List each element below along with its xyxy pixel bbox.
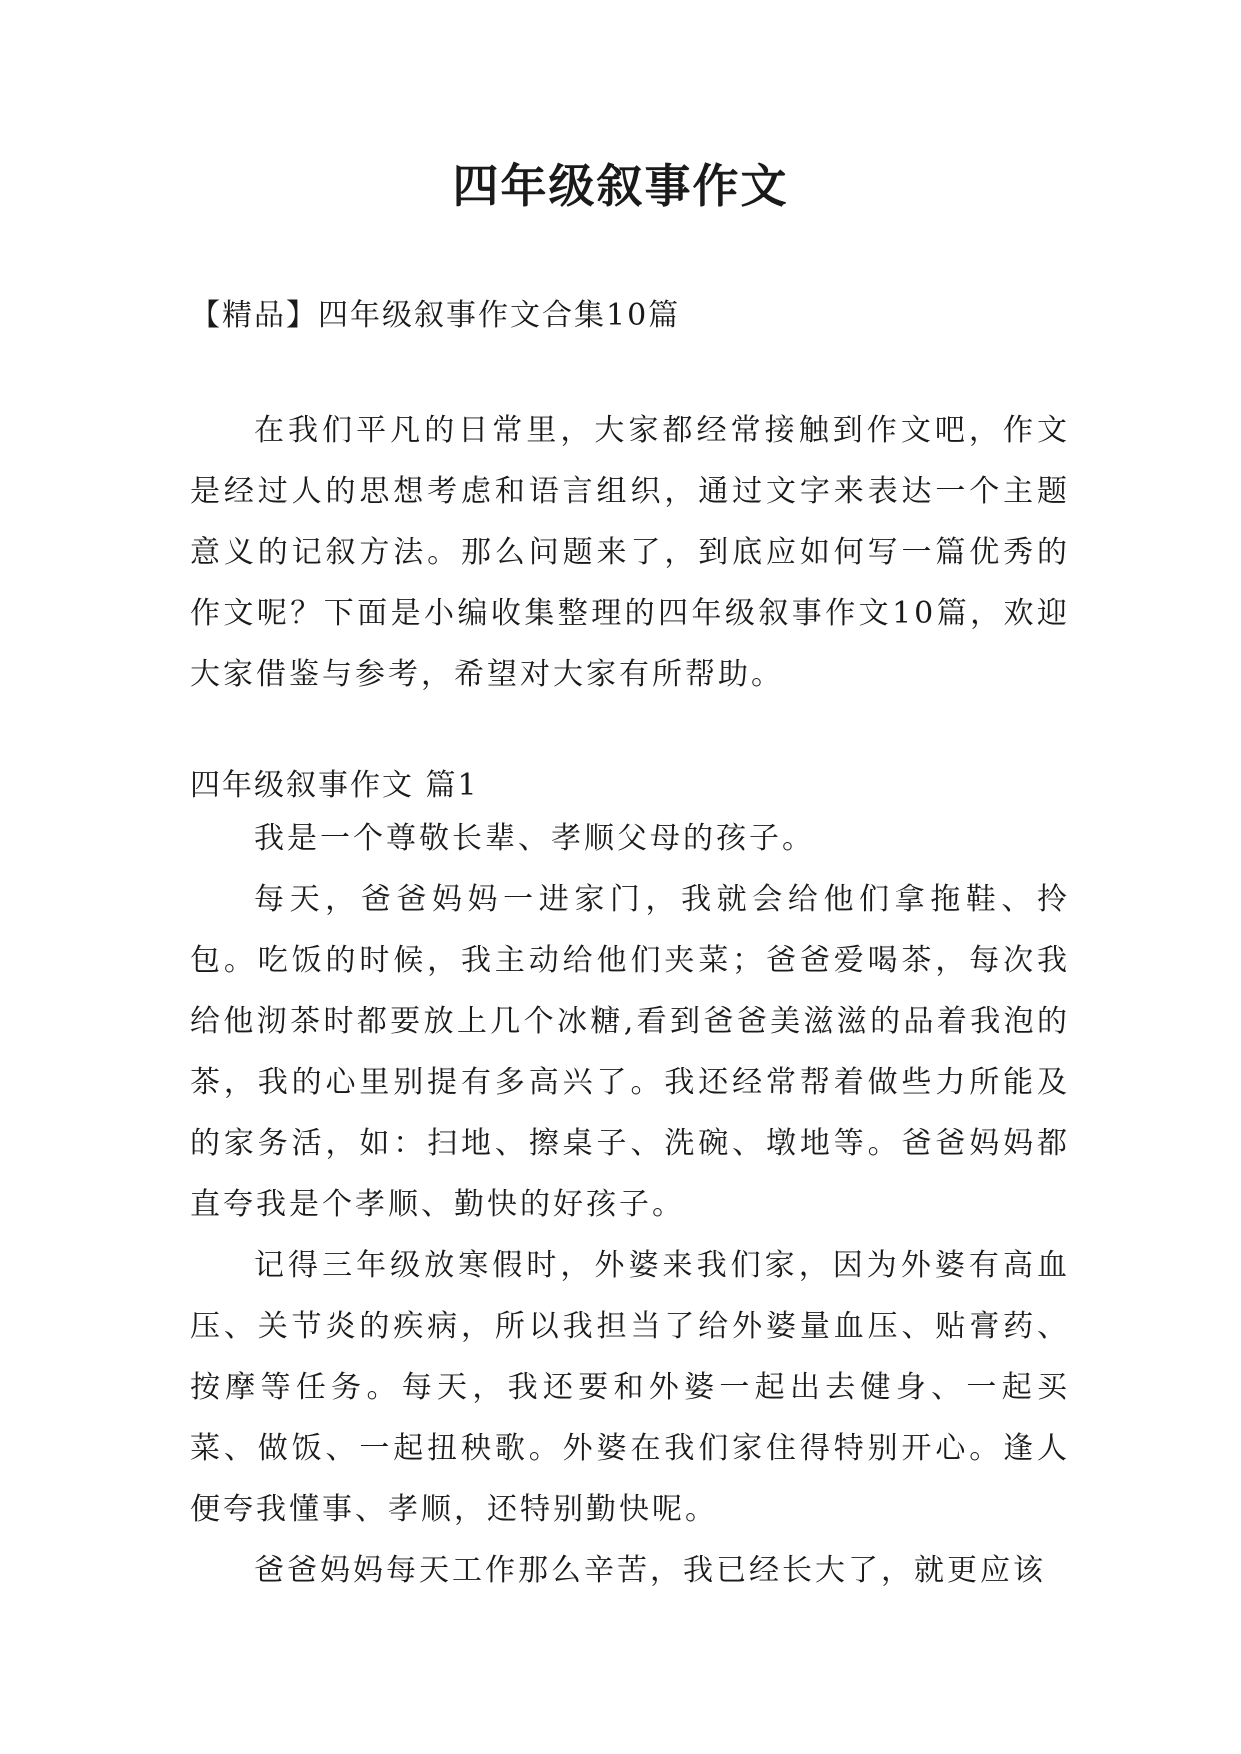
essay-paragraph: 记得三年级放寒假时，外婆来我们家，因为外婆有高血压、关节炎的疾病，所以我担当了给外婆量血压、贴膏药、按摩等任务。每天，我还要和外婆一起出去健身、一起买菜、做饭、一起扭秧歌。外婆在我们家住得特别开心。逢人便夸我懂事、孝顺，还特别勤快呢。 [190, 1248, 1070, 1527]
essay-paragraph: 爸爸妈妈每天工作那么辛苦，我已经长大了，就更应该 [254, 1553, 1046, 1588]
document-subtitle: 【精品】四年级叙事作文合集10篇 [190, 298, 681, 333]
intro-section [190, 400, 1070, 705]
essay-body [190, 808, 1070, 1601]
essay-paragraph: 每天，爸爸妈妈一进家门，我就会给他们拿拖鞋、拎包。吃饭的时候，我主动给他们夹菜；爸爸爱喝茶，每次我给他沏茶时都要放上几个冰糖,看到爸爸美滋滋的品着我泡的茶，我的心里别提有多高兴了。我还经常帮着做些力所能及的家务活，如：扫地、擦桌子、洗碗、墩地等。爸爸妈妈都直夸我是个孝顺、勤快的好孩子。 [190, 882, 1070, 1222]
section-title: 四年级叙事作文 篇1 [190, 768, 479, 803]
essay-paragraph: 我是一个尊敬长辈、孝顺父母的孩子。 [254, 821, 815, 856]
intro-paragraph: 在我们平凡的日常里，大家都经常接触到作文吧，作文是经过人的思想考虑和语言组织，通过文字来表达一个主题意义的记叙方法。那么问题来了，到底应如何写一篇优秀的作文呢？下面是小编收集整理的四年级叙事作文10篇，欢迎大家借鉴与参考，希望对大家有所帮助。 [190, 413, 1070, 692]
document-title: 四年级叙事作文 [452, 159, 789, 213]
